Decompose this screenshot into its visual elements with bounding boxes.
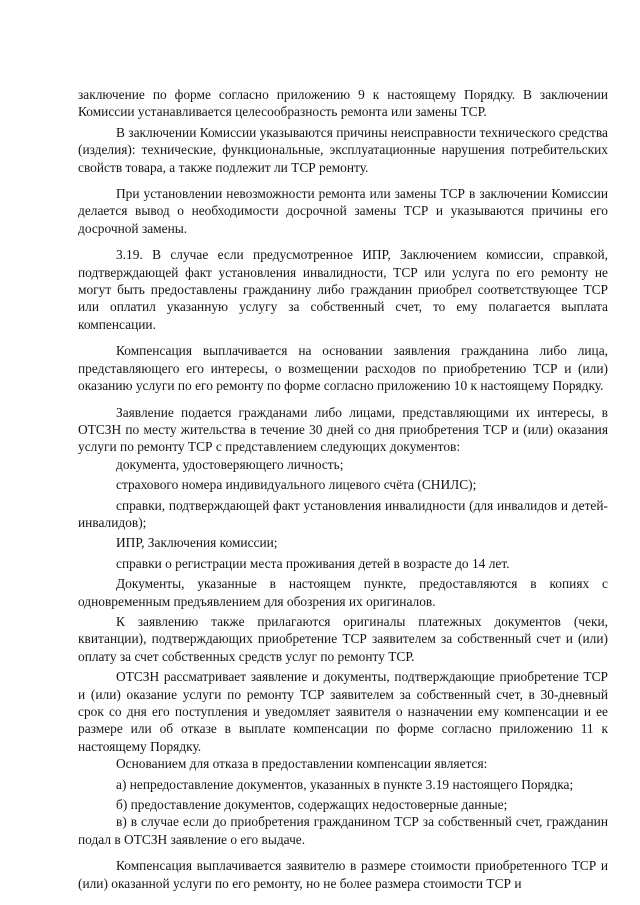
paragraph-compensation-basis: Компенсация выплачивается на основании заявления гражданина либо лица, представляющего его интересы, о возмещении расходов по приобретению ТСР и (или) оказанию услуги по его ремонту по форме согласно приложению 10 к настоящему Порядку. [78, 343, 608, 394]
paragraph-conclusion-form: заключение по форме согласно приложению 9 к настоящему Порядку. В заключении Комиссии устанавливается целесообразность ремонта или замены ТСР. [78, 87, 608, 120]
paragraph-payment-documents: К заявлению также прилагаются оригиналы платежных документов (чеки, квитанции), подтверждающих приобретение ТСР заявителем за собственный счет и (или) оплату за счет собственных средств услуг по ремонту ТСР. [78, 613, 608, 664]
list-item-identity-document: документа, удостоверяющего личность; [116, 456, 344, 472]
list-item-refusal-a: а) непредоставление документов, указанных в пункте 3.19 настоящего Порядка; [116, 776, 574, 792]
list-item-registration-certificate: справки о регистрации места проживания детей в возрасте до 14 лет. [116, 555, 510, 571]
list-item-ipr: ИПР, Заключения комиссии; [116, 535, 278, 551]
list-item-refusal-c: в) в случае если до приобретения гражданином ТСР за собственный счет, гражданин подал в ОТСЗН заявление о его выдаче. [78, 814, 608, 847]
paragraph-commission-reasons: В заключении Комиссии указываются причины неисправности технического средства (изделия): технические, функциональные, эксплуатационные нарушения потребительских свойств товара, а также подлежит ли ТСР ремонту. [78, 124, 608, 175]
paragraph-copies: Документы, указанные в настоящем пункте, предоставляются в копиях с одновременным предъявлением для обозрения их оригиналов. [78, 576, 608, 609]
paragraph-application-filing: Заявление подается гражданами либо лицами, представляющими их интересы, в ОТСЗН по месту жительства в течение 30 дней со дня приобретения ТСР и (или) оказания услуги по ремонту ТСР с представлением следующих документов: [78, 404, 608, 455]
document-page [78, 86, 608, 892]
paragraph-early-replacement: При установлении невозможности ремонта или замены ТСР в заключении Комиссии делается вывод о необходимости досрочной замены ТСР и указываются причины его досрочной замены. [78, 186, 608, 236]
list-item-disability-certificate: справки, подтверждающей факт установления инвалидности (для инвалидов и детей-инвалидов); [78, 497, 608, 530]
list-item-snils: страхового номера индивидуального лицевого счёта (СНИЛС); [116, 477, 477, 493]
paragraph-3-19: 3.19. В случае если предусмотренное ИПР, Заключением комиссии, справкой, подтверждающей факт установления инвалидности, ТСР или услуга по его ремонту не могут быть предоставлены гражданину либо гражданин приобрел соответствующее ТСР или оплатил указанную услугу за собственный счет, то ему полагается выплата компенсации. [78, 247, 608, 332]
list-item-refusal-b: б) предоставление документов, содержащих недостоверные данные; [116, 797, 508, 813]
paragraph-otszn-review: ОТСЗН рассматривает заявление и документы, подтверждающие приобретение ТСР и (или) оказание услуги по ремонту ТСР заявителем за собственный счет, в 30-дневный срок со дня его поступления и уведомляет заявителя о назначении ему компенсации и ее размере или об отказе в выплате компенсации по форме согласно приложению 11 к настоящему Порядку. [78, 669, 608, 754]
paragraph-compensation-amount: Компенсация выплачивается заявителю в размере стоимости приобретенного ТСР и (или) оказанной услуги по его ремонту, но не более размера стоимости ТСР и [78, 858, 608, 891]
paragraph-refusal-grounds: Основанием для отказа в предоставлении компенсации является: [116, 756, 488, 772]
